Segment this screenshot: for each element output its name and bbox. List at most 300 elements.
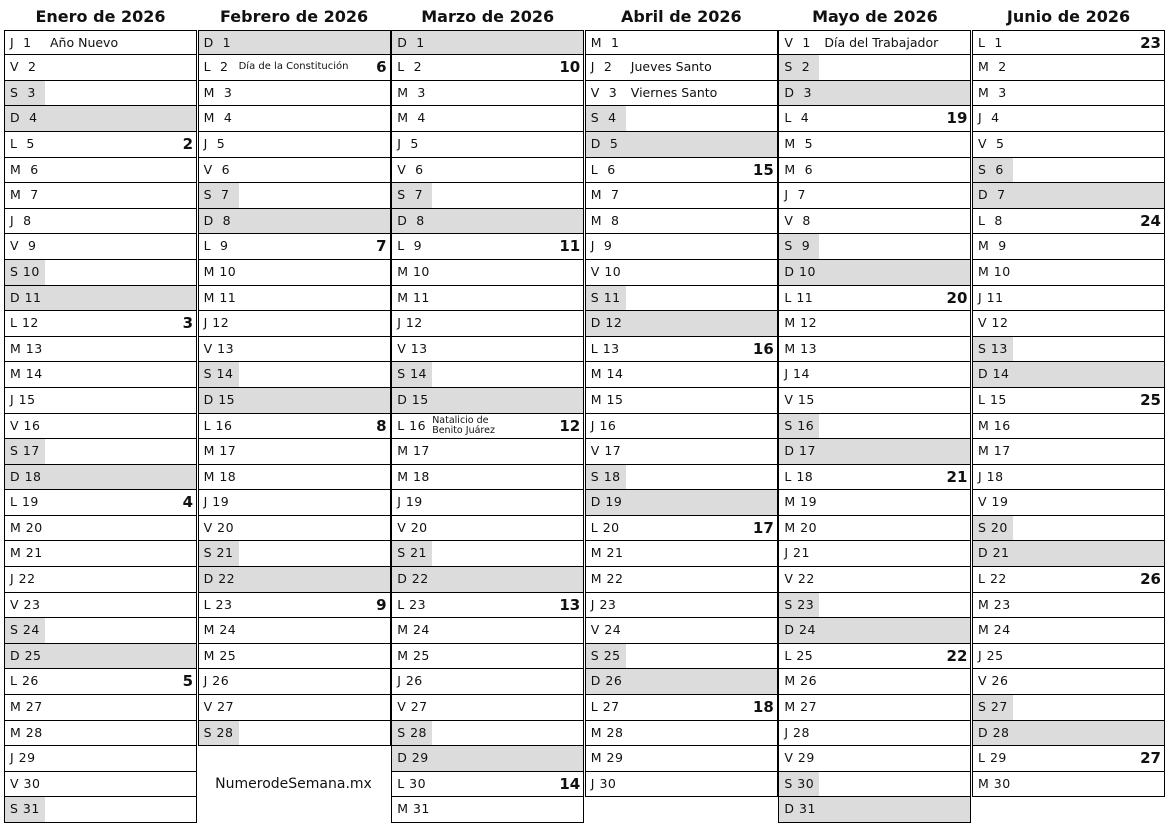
day-row — [585, 158, 778, 184]
day-row — [585, 567, 778, 593]
day-row — [391, 414, 584, 440]
day-row — [198, 158, 391, 184]
day-label: M 3 — [397, 84, 426, 100]
day-label: D 11 — [10, 289, 42, 305]
day-label: V 22 — [784, 571, 815, 587]
day-row — [585, 669, 778, 695]
day-label: S 21 — [203, 545, 234, 561]
day-row — [391, 644, 584, 670]
day-label: J 19 — [397, 494, 423, 510]
day-row — [4, 567, 197, 593]
day-row — [198, 337, 391, 363]
day-row — [391, 439, 584, 465]
day-label: D 1 — [203, 34, 232, 50]
day-row — [778, 132, 971, 158]
week-number: 22 — [946, 646, 968, 665]
day-label: L 22 — [978, 571, 1007, 587]
day-row — [198, 388, 391, 414]
week-number: 7 — [376, 237, 387, 256]
day-row — [778, 311, 971, 337]
day-label: V 12 — [978, 315, 1009, 331]
day-row — [391, 593, 584, 619]
day-row — [4, 414, 197, 440]
day-row — [585, 311, 778, 337]
day-row — [4, 209, 197, 235]
day-label: V 19 — [978, 494, 1009, 510]
day-label: S 23 — [784, 596, 815, 612]
day-label: J 28 — [784, 724, 810, 740]
month-column — [778, 4, 971, 823]
day-row — [585, 746, 778, 772]
day-label: J 11 — [978, 289, 1004, 305]
day-row — [972, 81, 1165, 107]
day-row — [972, 465, 1165, 491]
day-label: S 3 — [10, 84, 36, 100]
month-column — [391, 4, 584, 823]
day-row — [778, 797, 971, 823]
day-label: J 5 — [397, 135, 419, 151]
day-label: V 23 — [10, 596, 41, 612]
day-row — [198, 465, 391, 491]
day-label: M 8 — [590, 212, 620, 228]
day-label: D 17 — [784, 443, 816, 459]
day-label: J 4 — [978, 110, 1000, 126]
day-row — [4, 55, 197, 81]
day-label: M 7 — [10, 187, 39, 203]
day-row — [391, 465, 584, 491]
day-row — [585, 183, 778, 209]
day-row — [778, 516, 971, 542]
day-label: M 25 — [397, 647, 430, 663]
day-row — [972, 516, 1165, 542]
day-row — [4, 337, 197, 363]
day-label: L 26 — [10, 673, 39, 689]
day-label: J 15 — [10, 391, 36, 407]
month-title: Marzo de 2026 — [421, 7, 555, 26]
day-row — [391, 746, 584, 772]
day-row — [585, 286, 778, 312]
day-row — [198, 618, 391, 644]
day-row — [778, 439, 971, 465]
week-number: 10 — [559, 58, 581, 77]
day-label: V 1 — [784, 34, 811, 50]
day-row — [391, 669, 584, 695]
day-row — [198, 55, 391, 81]
day-label: M 17 — [203, 443, 237, 459]
day-label: M 17 — [397, 443, 430, 459]
day-label: D 26 — [590, 673, 623, 689]
holiday-label: Año Nuevo — [50, 34, 119, 50]
day-row — [778, 158, 971, 184]
day-row — [198, 311, 391, 337]
day-label: M 27 — [784, 699, 818, 715]
month-column — [4, 4, 197, 823]
week-number: 21 — [946, 467, 968, 486]
day-label: J 16 — [590, 417, 617, 433]
day-label: V 26 — [978, 673, 1009, 689]
day-label: L 16 — [203, 417, 233, 433]
day-label: S 17 — [10, 443, 40, 459]
day-row — [198, 567, 391, 593]
day-label: M 14 — [10, 366, 43, 382]
site-credit: NumerodeSemana.mx — [215, 776, 372, 792]
day-label: M 18 — [397, 468, 430, 484]
day-row — [972, 388, 1165, 414]
day-label: L 19 — [10, 494, 39, 510]
day-row — [391, 541, 584, 567]
day-label: L 13 — [590, 340, 620, 356]
day-label: S 28 — [397, 724, 428, 740]
day-row — [778, 541, 971, 567]
day-row — [391, 721, 584, 747]
day-label: M 4 — [203, 110, 233, 126]
day-row — [4, 516, 197, 542]
day-label: D 8 — [203, 212, 232, 228]
day-row — [391, 362, 584, 388]
month-column — [198, 4, 391, 746]
day-row — [972, 772, 1165, 798]
day-label: S 28 — [203, 724, 234, 740]
day-row — [778, 234, 971, 260]
day-row — [4, 644, 197, 670]
day-row — [972, 490, 1165, 516]
day-row — [778, 106, 971, 132]
day-label: M 24 — [397, 622, 430, 638]
month-title: Enero de 2026 — [35, 7, 166, 26]
week-number: 5 — [182, 672, 193, 691]
day-label: M 23 — [978, 596, 1011, 612]
week-number: 3 — [182, 314, 193, 333]
month-title: Junio de 2026 — [1006, 7, 1131, 26]
day-label: M 11 — [397, 289, 430, 305]
holiday-label: Natalicio de Benito Juárez — [432, 414, 495, 436]
day-label: V 24 — [590, 622, 622, 638]
day-label: D 15 — [397, 391, 429, 407]
day-label: V 2 — [10, 59, 37, 75]
day-label: S 14 — [397, 366, 428, 382]
day-label: M 31 — [397, 801, 430, 817]
day-label: V 13 — [397, 340, 428, 356]
day-row — [778, 388, 971, 414]
day-row — [972, 541, 1165, 567]
day-row — [4, 362, 197, 388]
day-label: V 30 — [10, 775, 41, 791]
day-row — [972, 183, 1165, 209]
day-row — [4, 797, 197, 823]
month-title: Mayo de 2026 — [812, 7, 938, 26]
day-label: J 26 — [397, 673, 423, 689]
day-label: D 18 — [10, 468, 42, 484]
week-number: 8 — [376, 416, 387, 435]
day-label: M 18 — [203, 468, 237, 484]
day-label: J 30 — [590, 775, 617, 791]
day-row — [585, 465, 778, 491]
day-row — [4, 721, 197, 747]
day-label: M 1 — [590, 34, 620, 50]
day-label: J 1 — [10, 34, 32, 50]
holiday-label: Día de la Constitución — [238, 61, 349, 73]
day-row — [4, 593, 197, 619]
day-label: M 10 — [397, 263, 430, 279]
holiday-label: Jueves Santo — [630, 59, 712, 75]
day-label: D 21 — [978, 545, 1010, 561]
day-label: L 6 — [590, 161, 616, 177]
day-row — [585, 541, 778, 567]
day-label: D 19 — [590, 494, 623, 510]
day-row — [391, 490, 584, 516]
day-label: V 20 — [397, 519, 428, 535]
day-row — [585, 388, 778, 414]
day-label: S 21 — [397, 545, 428, 561]
day-label: J 9 — [590, 238, 613, 254]
day-label: J 18 — [978, 468, 1004, 484]
day-row — [972, 132, 1165, 158]
day-row — [778, 669, 971, 695]
day-row — [778, 55, 971, 81]
day-label: D 28 — [978, 724, 1010, 740]
day-label: M 9 — [978, 238, 1007, 254]
day-label: M 24 — [203, 622, 237, 638]
day-label: L 27 — [590, 699, 620, 715]
day-label: L 25 — [784, 647, 814, 663]
day-row — [585, 55, 778, 81]
day-row — [4, 106, 197, 132]
day-label: J 8 — [10, 212, 32, 228]
day-label: J 23 — [590, 596, 617, 612]
day-row — [198, 516, 391, 542]
day-label: M 17 — [978, 443, 1011, 459]
day-row — [972, 106, 1165, 132]
day-label: L 4 — [784, 110, 810, 126]
day-label: D 31 — [784, 801, 816, 817]
holiday-label: Día del Trabajador — [824, 34, 939, 50]
day-label: J 12 — [203, 315, 230, 331]
day-row — [585, 618, 778, 644]
day-row — [972, 362, 1165, 388]
day-row — [778, 81, 971, 107]
day-label: M 6 — [10, 161, 39, 177]
day-label: S 2 — [784, 59, 811, 75]
week-number: 15 — [752, 160, 774, 179]
day-label: S 18 — [590, 468, 621, 484]
day-row — [4, 30, 197, 56]
day-row — [778, 337, 971, 363]
day-row — [585, 337, 778, 363]
day-label: V 3 — [590, 84, 618, 100]
day-row — [198, 286, 391, 312]
day-row — [198, 490, 391, 516]
day-label: L 18 — [784, 468, 814, 484]
day-label: M 26 — [784, 673, 818, 689]
day-label: S 13 — [978, 340, 1008, 356]
day-row — [4, 286, 197, 312]
day-label: D 3 — [784, 84, 812, 100]
day-label: M 14 — [590, 366, 624, 382]
day-label: V 13 — [203, 340, 235, 356]
day-row — [198, 362, 391, 388]
day-label: S 16 — [784, 417, 815, 433]
day-row — [4, 81, 197, 107]
week-number: 9 — [376, 595, 387, 614]
day-label: D 1 — [397, 34, 425, 50]
day-label: M 10 — [203, 263, 237, 279]
day-label: J 21 — [784, 545, 810, 561]
day-row — [198, 541, 391, 567]
day-label: L 30 — [397, 775, 427, 791]
day-row — [972, 593, 1165, 619]
day-row — [972, 30, 1165, 56]
day-row — [585, 516, 778, 542]
day-label: M 3 — [978, 84, 1007, 100]
day-label: S 30 — [784, 775, 815, 791]
day-row — [972, 158, 1165, 184]
week-number: 13 — [559, 595, 581, 614]
month-column — [972, 4, 1165, 797]
day-row — [198, 106, 391, 132]
day-label: L 1 — [978, 34, 1003, 50]
day-row — [585, 234, 778, 260]
week-number: 19 — [946, 109, 968, 128]
day-row — [391, 337, 584, 363]
day-label: M 2 — [978, 59, 1007, 75]
day-label: D 22 — [397, 571, 429, 587]
day-label: S 10 — [10, 263, 40, 279]
day-row — [585, 772, 778, 798]
day-label: V 15 — [784, 391, 815, 407]
day-label: M 24 — [978, 622, 1011, 638]
day-row — [198, 234, 391, 260]
day-label: M 11 — [203, 289, 237, 305]
day-row — [972, 260, 1165, 286]
week-number: 4 — [182, 493, 193, 512]
day-label: D 5 — [590, 135, 619, 151]
day-row — [585, 439, 778, 465]
day-label: L 12 — [10, 315, 39, 331]
week-number: 6 — [376, 58, 387, 77]
day-row — [585, 209, 778, 235]
day-row — [4, 388, 197, 414]
day-label: V 17 — [590, 443, 622, 459]
day-label: L 23 — [203, 596, 233, 612]
day-label: M 29 — [590, 750, 624, 766]
day-row — [972, 55, 1165, 81]
day-row — [198, 644, 391, 670]
day-label: D 10 — [784, 263, 816, 279]
day-label: L 9 — [397, 238, 423, 254]
day-row — [972, 721, 1165, 747]
day-row — [198, 414, 391, 440]
day-label: L 8 — [978, 212, 1003, 228]
day-row — [4, 465, 197, 491]
day-label: S 7 — [397, 187, 424, 203]
day-row — [198, 81, 391, 107]
day-label: S 20 — [978, 519, 1008, 535]
day-row — [391, 30, 584, 56]
day-row — [778, 695, 971, 721]
day-label: M 15 — [590, 391, 624, 407]
day-row — [4, 490, 197, 516]
day-label: J 22 — [10, 571, 36, 587]
day-row — [198, 183, 391, 209]
day-row — [198, 593, 391, 619]
day-row — [4, 439, 197, 465]
day-row — [391, 183, 584, 209]
week-number: 24 — [1140, 211, 1161, 230]
day-label: D 24 — [784, 622, 816, 638]
day-row — [585, 260, 778, 286]
day-row — [778, 209, 971, 235]
week-number: 25 — [1140, 390, 1161, 409]
day-row — [391, 55, 584, 81]
day-row — [778, 286, 971, 312]
day-label: S 31 — [10, 801, 40, 817]
day-label: J 25 — [978, 647, 1004, 663]
month-title: Abril de 2026 — [620, 7, 742, 26]
day-row — [4, 260, 197, 286]
day-label: D 22 — [203, 571, 236, 587]
day-label: M 3 — [203, 84, 233, 100]
day-row — [4, 669, 197, 695]
day-row — [778, 260, 971, 286]
day-label: L 5 — [10, 135, 35, 151]
day-row — [585, 30, 778, 56]
day-row — [391, 81, 584, 107]
day-label: M 21 — [10, 545, 43, 561]
day-label: J 7 — [784, 187, 806, 203]
day-label: V 9 — [10, 238, 37, 254]
day-row — [585, 362, 778, 388]
day-label: M 7 — [590, 187, 620, 203]
day-row — [198, 209, 391, 235]
day-label: S 11 — [590, 289, 621, 305]
week-number: 2 — [182, 134, 193, 153]
day-label: M 20 — [10, 519, 43, 535]
day-label: S 9 — [784, 238, 811, 254]
day-row — [4, 772, 197, 798]
day-label: M 20 — [784, 519, 818, 535]
day-row — [972, 644, 1165, 670]
day-row — [585, 644, 778, 670]
day-row — [4, 695, 197, 721]
week-number: 23 — [1140, 33, 1161, 52]
day-label: L 23 — [397, 596, 427, 612]
day-row — [585, 81, 778, 107]
week-number: 27 — [1140, 749, 1161, 768]
day-label: M 10 — [978, 263, 1011, 279]
day-row — [198, 695, 391, 721]
day-row — [4, 618, 197, 644]
day-label: V 16 — [10, 417, 41, 433]
day-label: V 20 — [203, 519, 235, 535]
month-title: Febrero de 2026 — [220, 7, 369, 26]
day-label: J 29 — [10, 750, 36, 766]
day-row — [391, 388, 584, 414]
day-label: M 5 — [784, 135, 814, 151]
week-number: 20 — [946, 288, 968, 307]
day-label: L 29 — [978, 750, 1007, 766]
day-label: D 14 — [978, 366, 1010, 382]
day-label: V 27 — [203, 699, 235, 715]
day-label: S 25 — [590, 647, 621, 663]
day-label: L 2 — [397, 59, 423, 75]
day-label: S 14 — [203, 366, 234, 382]
day-label: S 7 — [203, 187, 230, 203]
day-label: D 4 — [10, 110, 38, 126]
week-number: 17 — [752, 518, 774, 537]
day-row — [4, 183, 197, 209]
day-row — [778, 567, 971, 593]
day-row — [391, 567, 584, 593]
